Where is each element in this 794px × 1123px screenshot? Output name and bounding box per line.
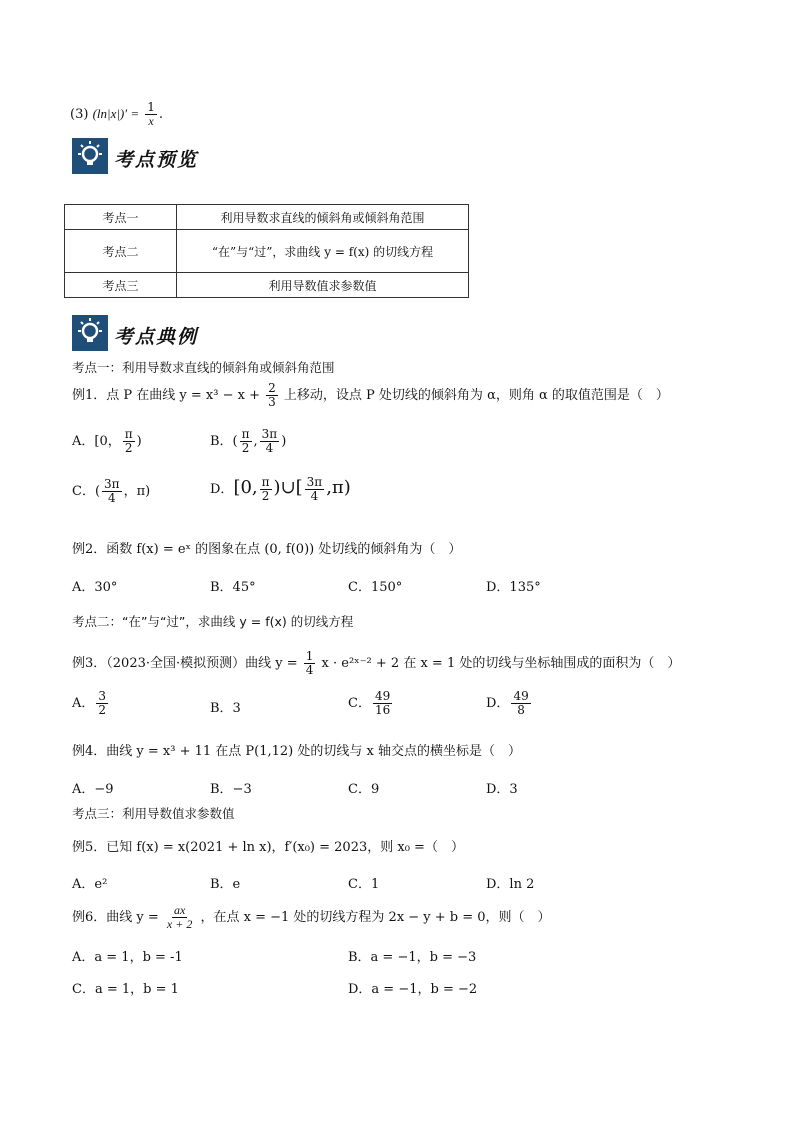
ex3-option-a	[72, 690, 110, 717]
example-3-stem	[72, 650, 680, 677]
ex1-b-frac1	[240, 428, 252, 455]
example-6-stem	[72, 904, 551, 931]
table-cell-key: 考点二	[65, 230, 177, 273]
table-row	[65, 273, 469, 298]
ex1-d-num1: π	[261, 475, 270, 489]
example-1-stem	[72, 382, 669, 409]
formula-label: (3)	[70, 107, 89, 122]
ex4-option-a: A．−9	[72, 782, 114, 797]
ex5-option-b: B．e	[210, 877, 241, 892]
ex1-c-den: 4	[107, 491, 116, 505]
ex4-option-b: B．−3	[210, 782, 252, 797]
ex3-frac-num: 1	[305, 649, 314, 663]
ex3-c-num: 49	[374, 689, 391, 703]
ex1-c-label: C．(	[72, 484, 101, 499]
formula-expr: (ln|x|)′ =	[92, 106, 140, 121]
table-cell-key: 考点一	[65, 205, 177, 230]
ex6-frac-num: ax	[173, 903, 186, 917]
top-formula	[70, 101, 163, 128]
ex1-b-num2: 3π	[261, 427, 278, 441]
formula-end: .	[158, 107, 164, 122]
ex1-d-num2: 3π	[306, 475, 323, 489]
ex6-stem-b: ，在点 x = −1 处的切线方程为 2x − y + b = 0，则（ ）	[200, 910, 551, 925]
ex1-b-num1: π	[241, 427, 250, 441]
ex1-d-label: D．	[210, 482, 234, 497]
ex1-d-frac1	[260, 476, 272, 503]
ex6-option-a: A．a = 1，b = -1	[72, 950, 183, 965]
ex3-c-frac	[373, 690, 392, 717]
ex3-frac-den: 4	[305, 663, 314, 677]
ex1-fraction	[266, 382, 278, 409]
ex1-c-end: ，π)	[123, 484, 151, 499]
ex2-option-b: B．45°	[210, 580, 256, 595]
ex3-stem-b: x · e²ˣ⁻² + 2 在 x = 1 处的切线与坐标轴围成的面积为（ ）	[321, 656, 681, 671]
lightbulb-icon	[72, 315, 108, 351]
ex1-a-end: )	[136, 434, 142, 449]
ex1-b-mid: ,	[253, 434, 258, 449]
example-5-stem: 例5．已知 f(x) = x(2021 + ln x)，f′(x₀) = 2023，则 x₀ =（ ）	[72, 840, 464, 855]
ex3-option-c	[348, 690, 394, 717]
ex1-option-b	[210, 428, 286, 455]
topic-heading-2: 考点二：“在”与“过”，求曲线 y = f(x) 的切线方程	[72, 614, 354, 629]
ex3-option-d	[486, 690, 533, 717]
ex6-option-c: C．a = 1，b = 1	[72, 982, 179, 997]
lightbulb-icon	[72, 138, 108, 174]
ex3-c-den: 16	[374, 703, 391, 717]
ex6-stem-a: 例6．曲线 y =	[72, 910, 159, 925]
ex3-a-frac	[96, 690, 108, 717]
ex1-c-num: 3π	[104, 477, 120, 491]
ex1-a-label: A．[0，	[72, 434, 121, 449]
ex1-d-den1: 2	[261, 489, 270, 503]
ex1-b-den1: 2	[241, 441, 250, 455]
ex6-frac-den: x + 2	[166, 917, 193, 931]
ex2-option-a: A．30°	[72, 580, 118, 595]
ex1-option-a	[72, 428, 142, 455]
ex5-option-a: A．e²	[72, 877, 108, 892]
formula-num: 1	[147, 100, 155, 114]
ex1-b-label: B．(	[210, 434, 238, 449]
ex5-option-c: C．1	[348, 877, 380, 892]
topic-heading-1: 考点一：利用导数求直线的倾斜角或倾斜角范围	[72, 360, 335, 375]
ex1-b-frac2	[260, 428, 280, 455]
ex6-fraction	[165, 904, 194, 931]
ex1-stem-b: P 在曲线 y = x³ − x +	[123, 388, 260, 403]
ex3-a-label: A．	[72, 696, 95, 711]
ex1-stem-a: 例1．点	[72, 388, 120, 403]
ex1-frac-den: 3	[268, 395, 276, 409]
ex3-d-frac	[511, 690, 530, 717]
ex3-a-num: 3	[98, 689, 107, 703]
ex1-option-c	[72, 478, 150, 505]
formula-fraction	[145, 101, 157, 128]
table-row	[65, 230, 469, 273]
example-4-stem: 例4．曲线 y = x³ + 11 在点 P(1,12) 处的切线与 x 轴交点的横坐标是（ ）	[72, 744, 521, 759]
table-cell-value: “在”与“过”，求曲线 y = f(x) 的切线方程	[177, 230, 469, 273]
ex1-a-num: π	[124, 427, 133, 441]
ex4-option-d: D．3	[486, 782, 518, 797]
ex3-d-num: 49	[513, 689, 529, 703]
ex1-d-b: )∪[	[273, 477, 303, 498]
section-title-preview: 考点预览	[114, 149, 199, 171]
ex5-option-d: D．ln 2	[486, 877, 535, 892]
example-2-stem: 例2．函数 f(x) = eˣ 的图象在点 (0, f(0)) 处切线的倾斜角为（ ）	[72, 542, 462, 557]
ex4-option-c: C．9	[348, 782, 380, 797]
ex1-d-a: [0,	[233, 477, 258, 498]
ex3-fraction	[304, 650, 316, 677]
table-cell-key: 考点三	[65, 273, 177, 298]
topic-preview-table	[64, 204, 469, 298]
ex6-option-b: B．a = −1，b = −3	[348, 950, 477, 965]
ex2-option-d: D．135°	[486, 580, 541, 595]
ex1-d-den2: 4	[310, 489, 319, 503]
ex3-d-den: 8	[517, 703, 525, 717]
ex3-option-b: B．3	[210, 701, 241, 716]
ex3-stem-a: 例3．（2023·全国·模拟预测）曲线 y =	[72, 656, 298, 671]
formula-den: x	[148, 114, 154, 128]
section-title-examples: 考点典例	[114, 326, 199, 348]
table-cell-value: 利用导数值求参数值	[177, 273, 469, 298]
ex3-d-label: D．	[486, 696, 510, 711]
ex3-c-label: C．	[348, 696, 371, 711]
ex1-a-den: 2	[124, 441, 133, 455]
ex1-a-frac	[123, 428, 135, 455]
ex2-option-c: C．150°	[348, 580, 403, 595]
table-row	[65, 205, 469, 230]
topic-heading-3: 考点三：利用导数值求参数值	[72, 806, 235, 821]
ex1-d-c: ,π)	[326, 477, 351, 498]
ex1-frac-num: 2	[268, 381, 276, 395]
ex1-b-den2: 4	[265, 441, 274, 455]
ex6-option-d: D．a = −1，b = −2	[348, 982, 478, 997]
ex1-stem-c: 上移动，设点 P 处切线的倾斜角为 α，则角 α 的取值范围是（ ）	[283, 388, 669, 403]
ex1-c-frac	[102, 478, 122, 505]
ex1-option-d	[210, 476, 351, 503]
table-cell-value: 利用导数求直线的倾斜角或倾斜角范围	[177, 205, 469, 230]
ex1-b-end: )	[281, 434, 287, 449]
ex1-d-frac2	[305, 476, 325, 503]
ex3-a-den: 2	[98, 703, 107, 717]
